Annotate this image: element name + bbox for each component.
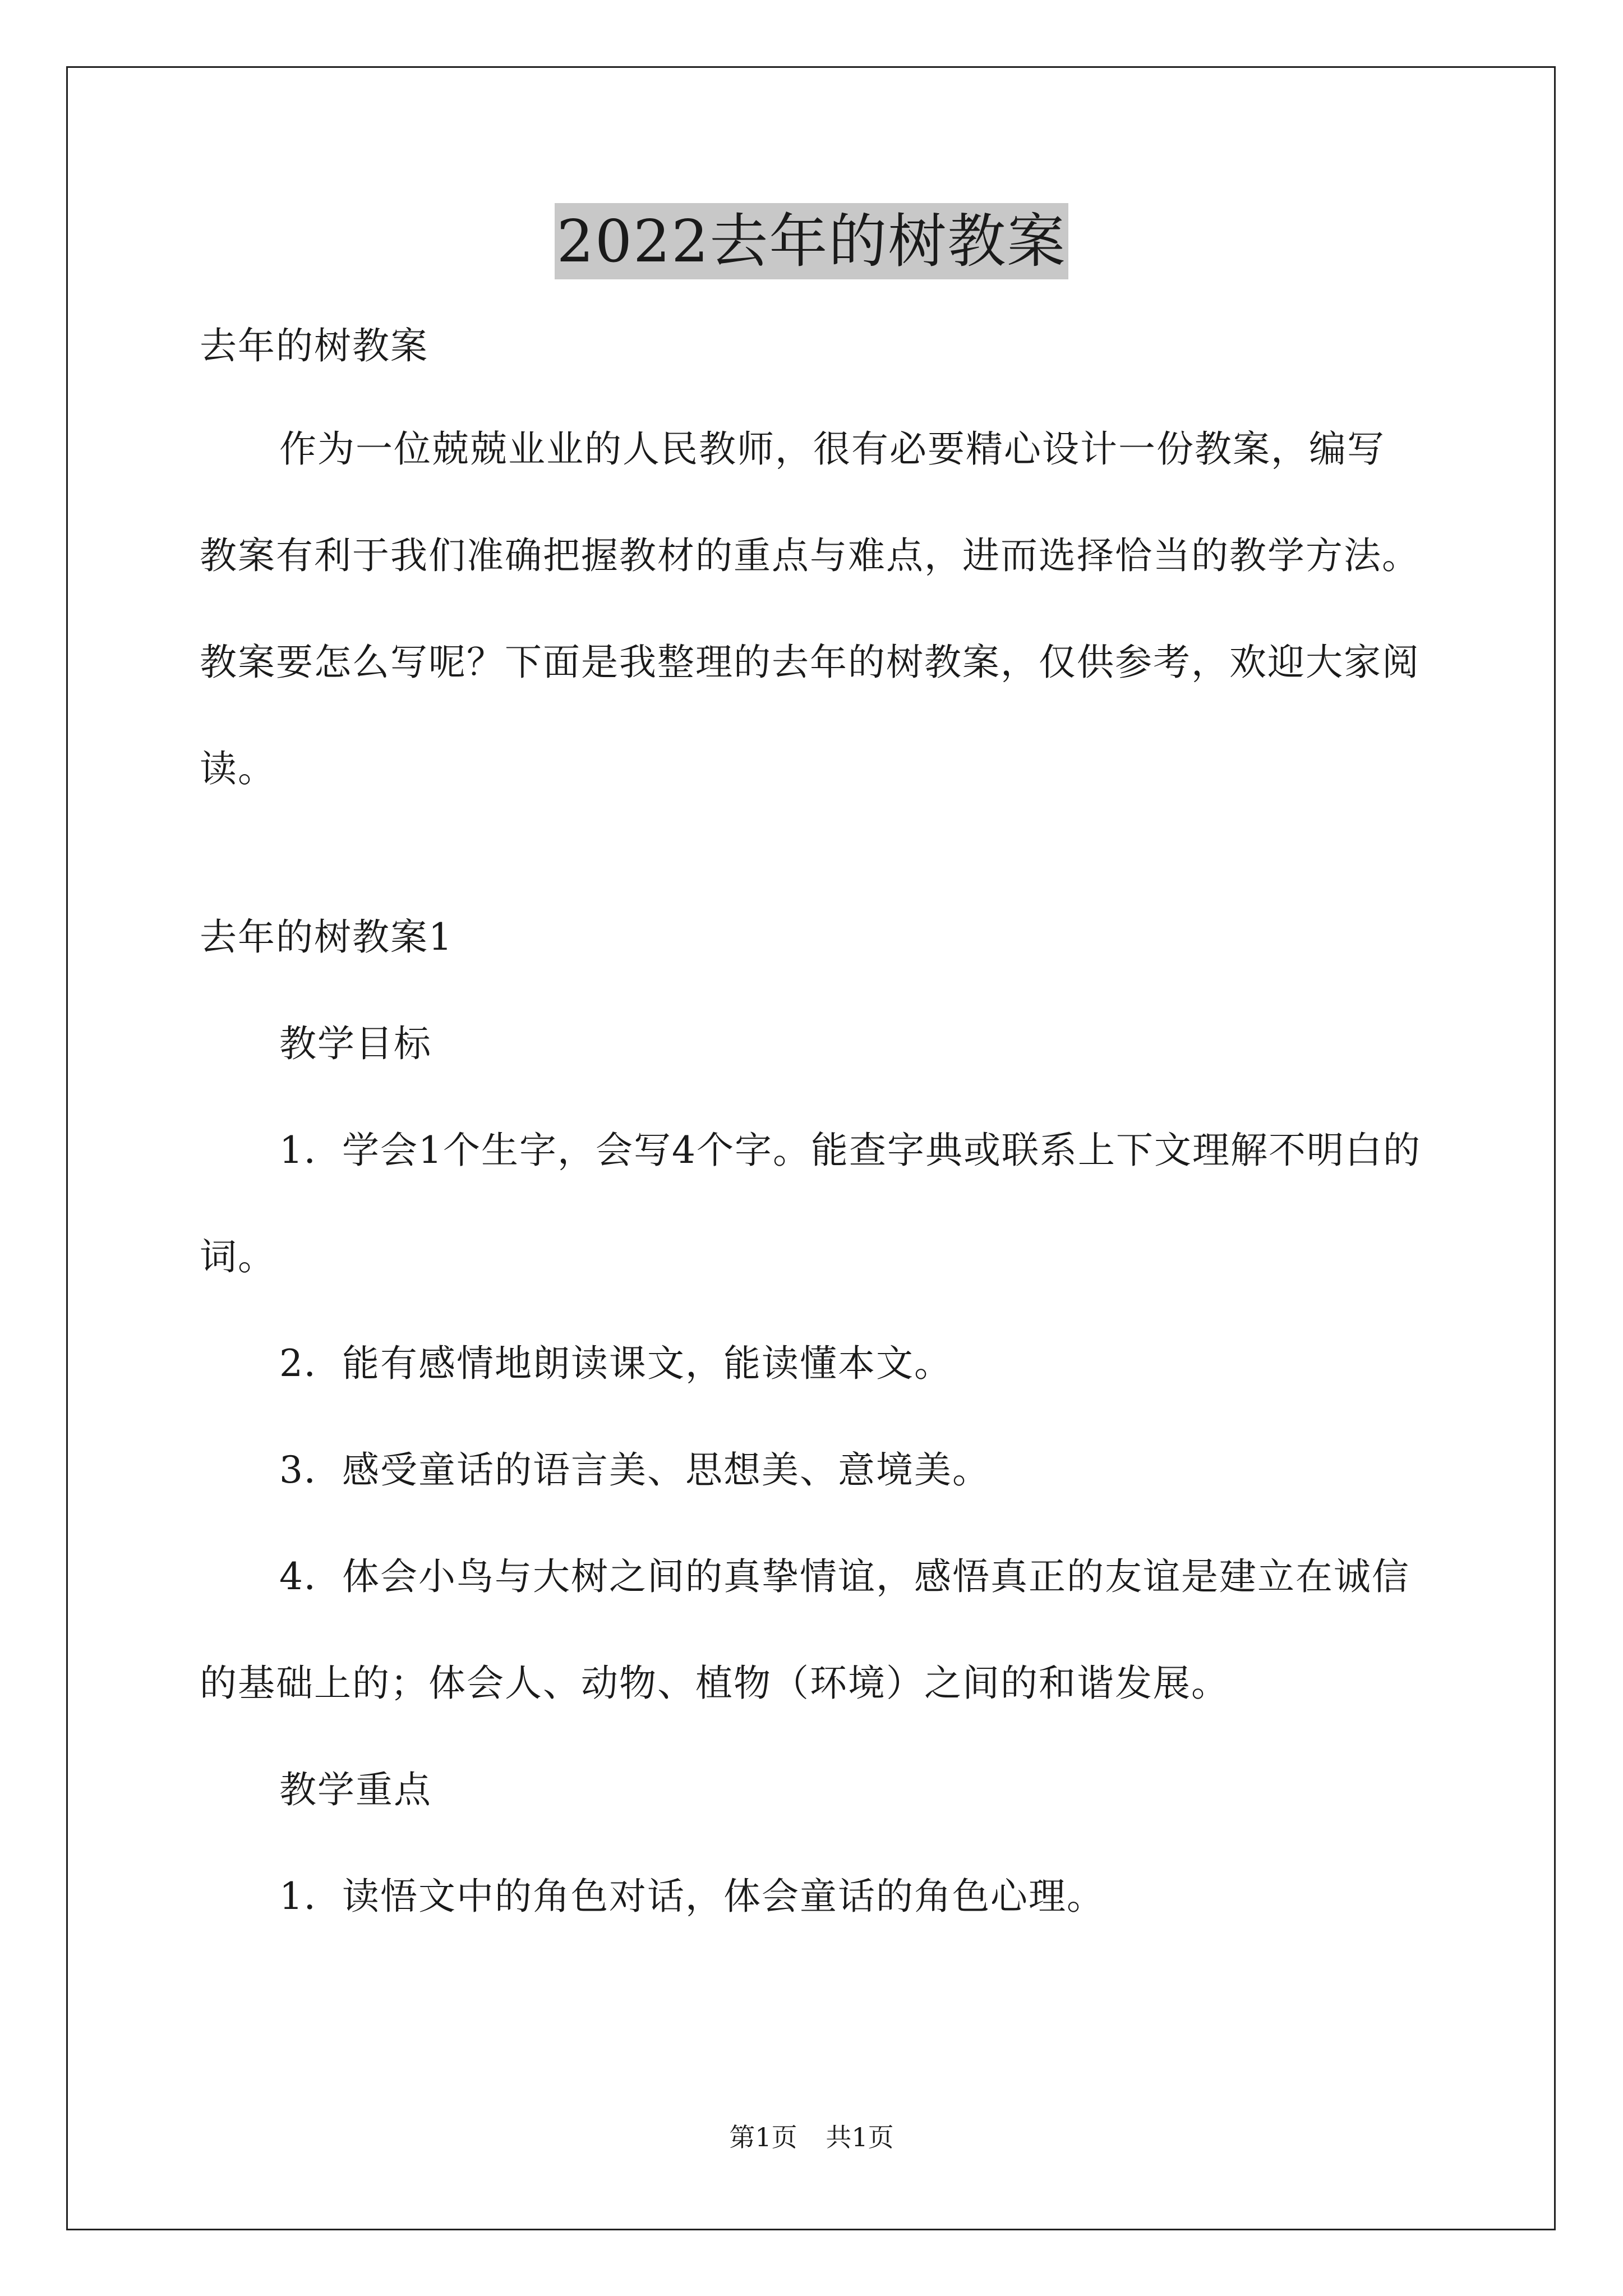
document-body [200, 320, 1422, 1950]
section-title: 去年的树教案1 [200, 915, 453, 959]
intro-paragraph: 作为一位兢兢业业的人民教师，很有必要精心设计一份教案，编写教案有利于我们准确把握教材的重点与难点，进而选择恰当的教学方法。教案要怎么写呢？下面是我整理的去年的树教案，仅供参考，欢迎大家阅读。 [200, 427, 1420, 790]
goal-item-2: 2．能有感情地朗读课文，能读懂本文。 [279, 1342, 952, 1385]
section-spacer [200, 822, 1422, 907]
document-subtitle: 去年的树教案 [200, 324, 428, 367]
document-title: 2022去年的树教案 [555, 203, 1069, 279]
page-footer [0, 2120, 1623, 2154]
key-points-heading: 教学重点 [279, 1768, 432, 1811]
goal-item-1: 1．学会1个生字，会写4个字。能查字典或联系上下文理解不明白的词。 [200, 1129, 1421, 1278]
goals-heading: 教学目标 [279, 1022, 432, 1065]
key-point-item-1: 1．读悟文中的角色对话，体会童话的角色心理。 [279, 1875, 1105, 1918]
goal-item-4: 4．体会小鸟与大树之间的真挚情谊，感悟真正的友谊是建立在诚信的基础上的；体会人、动物、植物（环境）之间的和谐发展。 [200, 1555, 1410, 1705]
title-container [0, 203, 1623, 279]
page-current: 第1页 [729, 2122, 797, 2152]
goal-item-3: 3．感受童话的语言美、思想美、意境美。 [279, 1448, 990, 1492]
page-total: 共1页 [826, 2122, 894, 2152]
